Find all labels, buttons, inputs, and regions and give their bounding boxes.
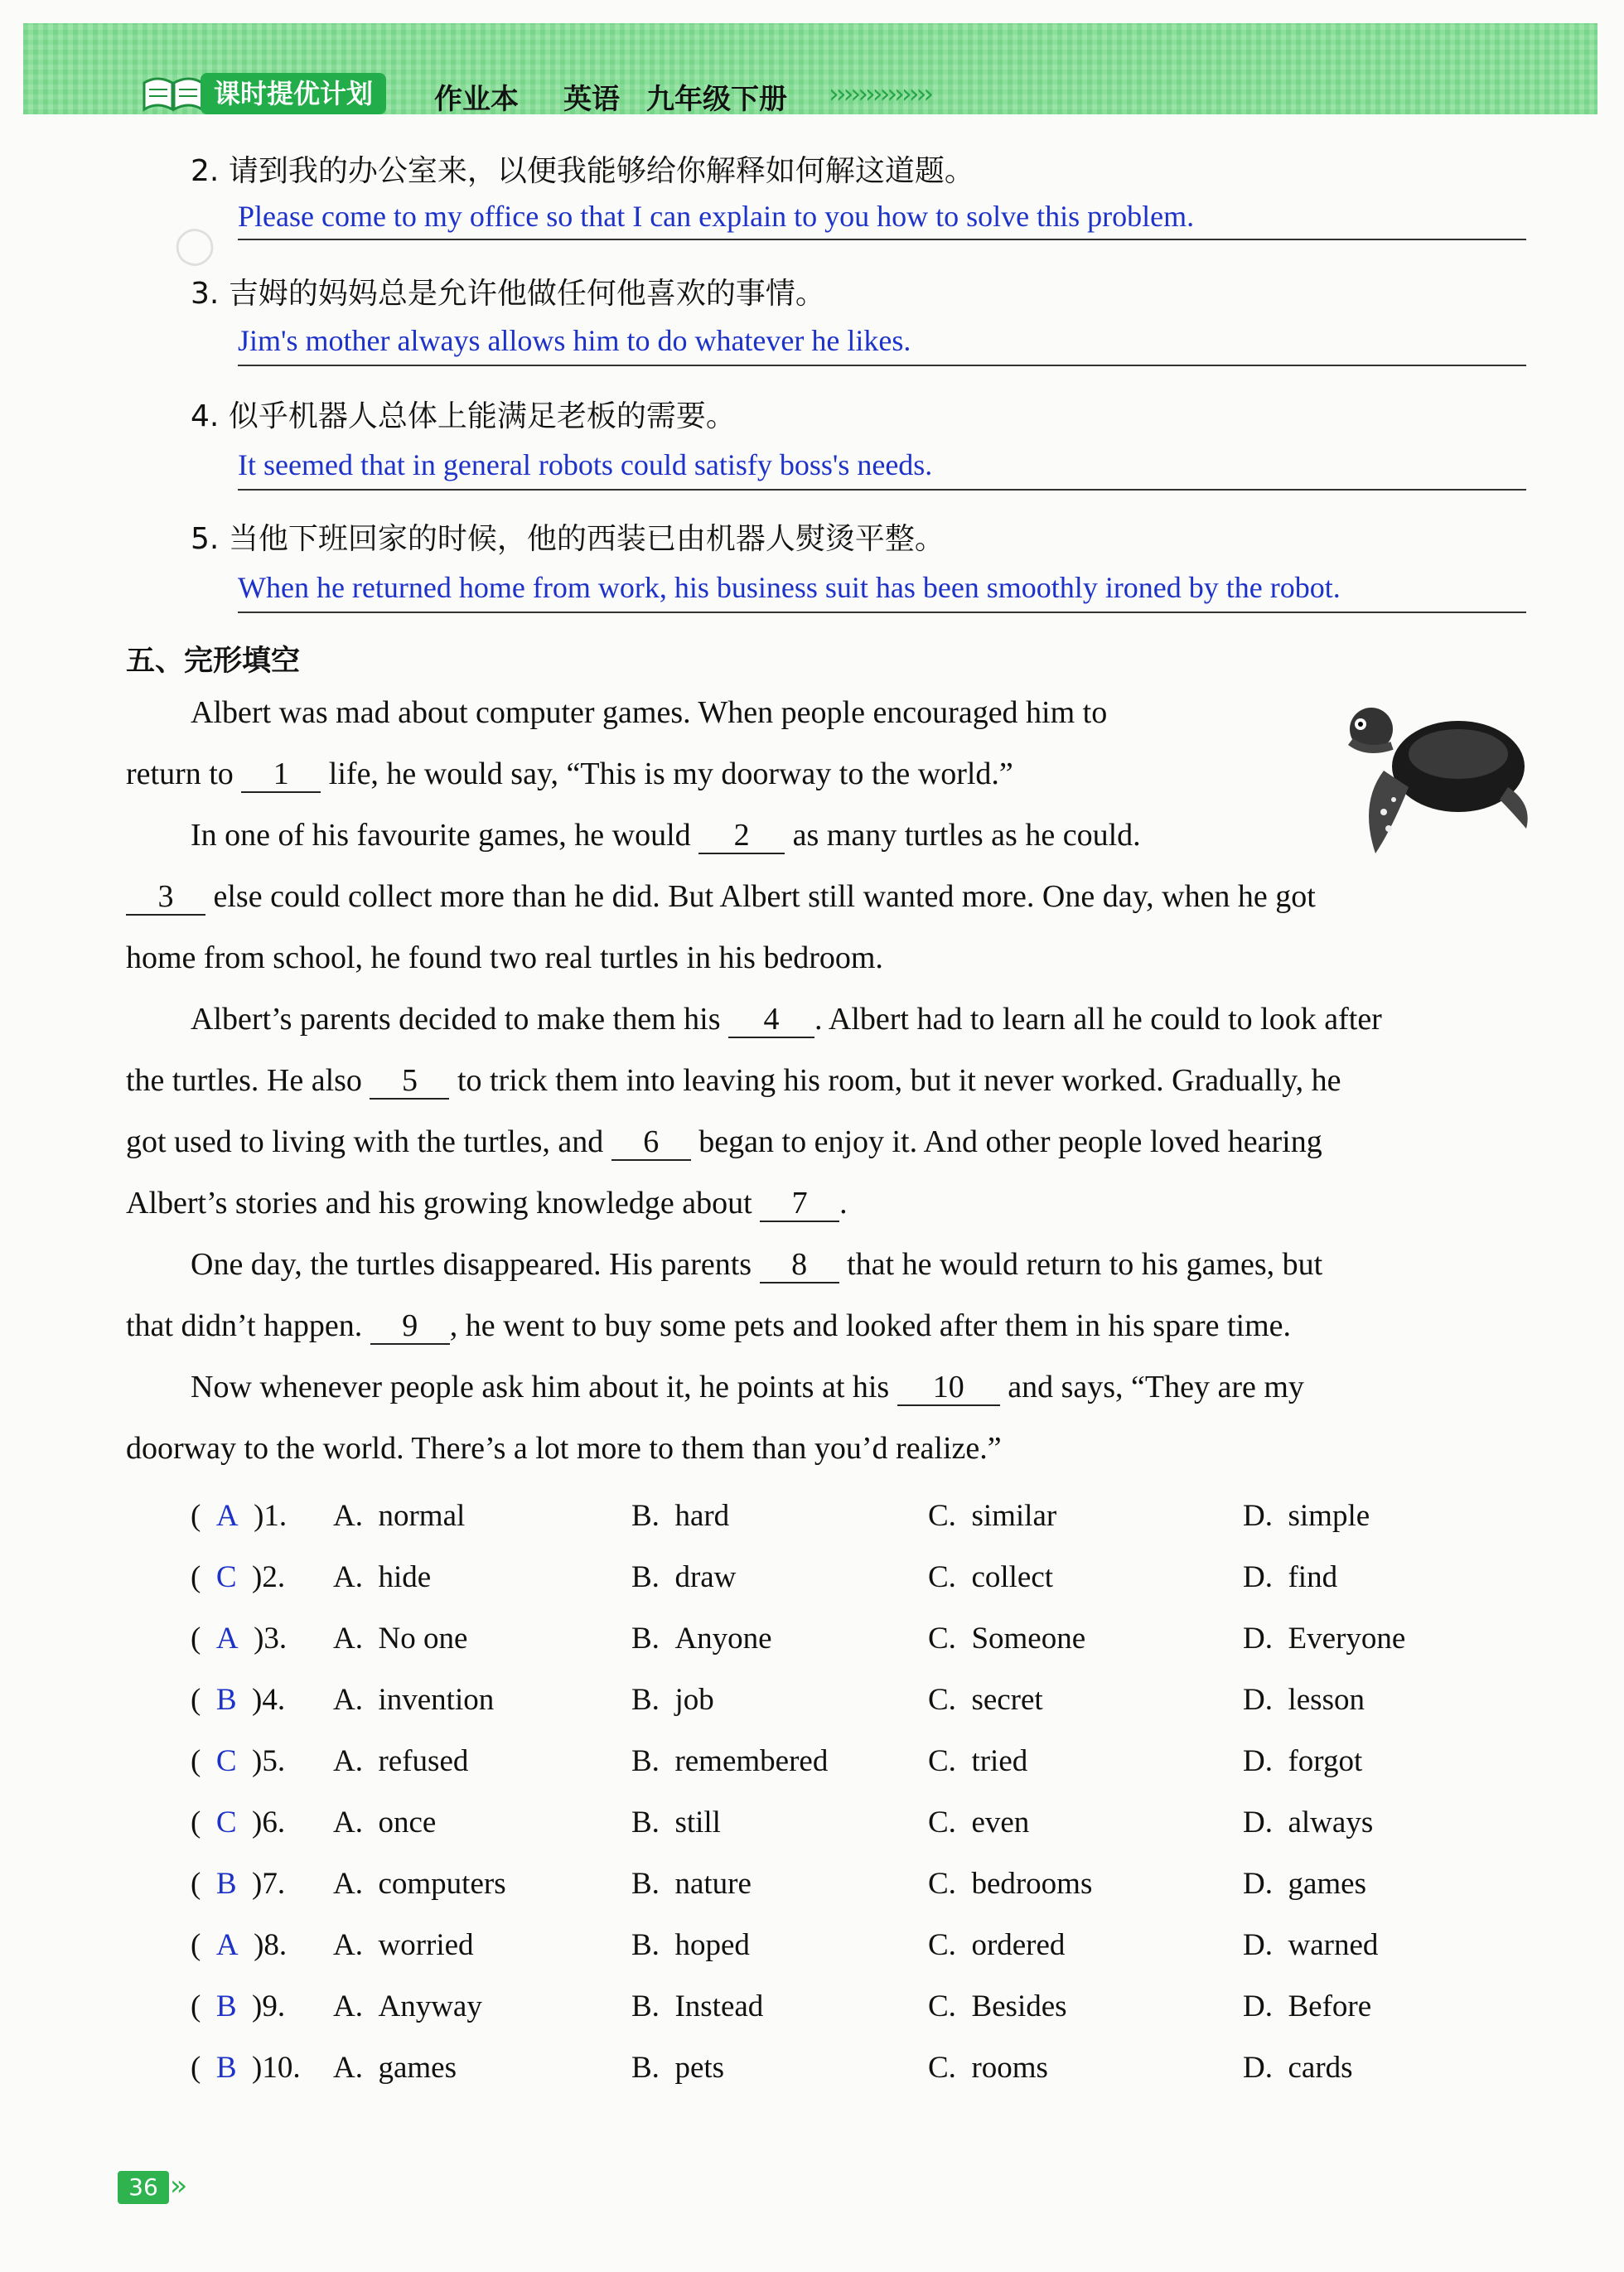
passage-line: home from school, he found two real turtles in his bedroom.: [126, 940, 883, 975]
answer-bracket: ( C )2.: [191, 1560, 286, 1594]
answer-letter: B: [215, 1867, 237, 1901]
option-b: B. still: [631, 1806, 721, 1839]
question-number: )4.: [252, 1683, 286, 1717]
item-number: 4.: [191, 399, 220, 433]
item-number: 5.: [191, 522, 220, 556]
option-b: B. hoped: [631, 1928, 750, 1962]
blank-10: 10: [897, 1371, 1000, 1406]
question-number: )10.: [252, 2051, 301, 2085]
blank-4: 4: [728, 1003, 814, 1038]
answer-bracket: ( C )6.: [191, 1806, 286, 1839]
option-a: A. worried: [333, 1928, 474, 1962]
option-a: A. No one: [333, 1622, 468, 1656]
answer-letter: A: [215, 1928, 239, 1962]
option-c: C. even: [928, 1806, 1030, 1839]
answer-letter: A: [215, 1499, 239, 1533]
passage-line: Now whenever people ask him about it, he points at his 10 and says, “They are my: [191, 1370, 1304, 1404]
answer-bracket: ( B )10.: [191, 2051, 301, 2085]
series-badge: [201, 73, 386, 114]
blank-1: 1: [241, 758, 321, 793]
header-chevron-icons: ››››››››››››››: [829, 78, 931, 109]
answer-bracket: ( C )5.: [191, 1744, 286, 1778]
option-b: B. Anyone: [631, 1622, 772, 1656]
option-d: D. cards: [1243, 2051, 1353, 2085]
translation-item-2-zh: [191, 147, 974, 190]
option-b: B. nature: [631, 1867, 752, 1901]
question-number: )9.: [252, 1989, 286, 2023]
chinese-sentence: 吉姆的妈妈总是允许他做任何他喜欢的事情。: [228, 277, 825, 311]
item-number: 2.: [191, 154, 220, 188]
option-a: A. normal: [333, 1499, 466, 1533]
question-number: )7.: [252, 1867, 286, 1901]
answer-letter: B: [215, 1683, 237, 1717]
page-chevron-icon: ››: [170, 2169, 183, 2202]
answer-letter: C: [215, 1806, 237, 1839]
passage-line: return to 1 life, he would say, “This is my doorway to the world.”: [126, 757, 1013, 791]
option-c: C. ordered: [928, 1928, 1066, 1962]
option-c: C. Besides: [928, 1989, 1067, 2023]
option-b: B. hard: [631, 1499, 730, 1533]
answer-line: [238, 239, 1526, 240]
answer-letter: C: [215, 1560, 237, 1594]
translation-item-4-zh: [191, 393, 736, 435]
passage-line: Albert was mad about computer games. When people encouraged him to: [191, 695, 1108, 730]
translation-item-5-zh: [191, 515, 945, 558]
question-number: )5.: [252, 1744, 286, 1778]
grade-label: 九年级下册: [646, 83, 787, 116]
blank-7: 7: [760, 1187, 839, 1222]
option-a: A. invention: [333, 1683, 495, 1717]
blank-9: 9: [370, 1310, 450, 1345]
option-a: A. games: [333, 2051, 457, 2085]
translation-answer-3: Jim's mother always allows him to do whatever he likes.: [238, 324, 911, 357]
passage-line: One day, the turtles disappeared. His parents 8 that he would return to his games, but: [191, 1247, 1323, 1282]
question-number: )6.: [252, 1806, 286, 1839]
question-number: )1.: [254, 1499, 288, 1533]
option-d: D. Everyone: [1243, 1622, 1406, 1656]
passage-line: In one of his favourite games, he would 2 as many turtles as he could.: [191, 818, 1141, 853]
option-b: B. job: [631, 1683, 714, 1717]
question-number: )8.: [254, 1928, 288, 1962]
option-d: D. forgot: [1243, 1744, 1363, 1778]
answer-bracket: ( B )9.: [191, 1989, 286, 2023]
chinese-sentence: 当他下班回家的时候，他的西装已由机器人熨烫平整。: [228, 522, 945, 556]
passage-line: Albert’s parents decided to make them his 4 . Albert had to learn all he could to look after: [191, 1002, 1382, 1037]
blank-8: 8: [760, 1249, 839, 1283]
blank-2: 2: [698, 819, 785, 854]
turtle-illustration: [1334, 696, 1533, 862]
option-a: A. hide: [333, 1560, 432, 1594]
option-d: D. lesson: [1243, 1683, 1365, 1717]
option-c: C. similar: [928, 1499, 1057, 1533]
option-b: B. Instead: [631, 1989, 764, 2023]
option-a: A. refused: [333, 1744, 469, 1778]
option-a: A. once: [333, 1806, 437, 1839]
passage-line: got used to living with the turtles, and 6 began to enjoy it. And other people loved hearing: [126, 1124, 1322, 1159]
option-c: C. rooms: [928, 2051, 1048, 2085]
chinese-sentence: 请到我的办公室来，以便我能够给你解释如何解这道题。: [228, 154, 974, 188]
option-d: D. Before: [1243, 1989, 1372, 2023]
blank-3: 3: [126, 881, 205, 916]
answer-line: [238, 365, 1526, 366]
answer-bracket: ( A )8.: [191, 1928, 288, 1962]
option-c: C. collect: [928, 1560, 1054, 1594]
option-c: C. Someone: [928, 1622, 1086, 1656]
answer-letter: B: [215, 1989, 237, 2023]
answer-line: [238, 612, 1526, 613]
translation-answer-4: It seemed that in general robots could satisfy boss's needs.: [238, 448, 933, 481]
passage-line: doorway to the world. There’s a lot more to them than you’d realize.”: [126, 1431, 1002, 1466]
answer-letter: B: [215, 2051, 237, 2085]
section-title-cloze: 五、完形填空: [126, 645, 301, 678]
book-label: 作业本: [434, 83, 519, 116]
option-d: D. always: [1243, 1806, 1374, 1839]
item-number: 3.: [191, 277, 220, 311]
option-d: D. games: [1243, 1867, 1367, 1901]
answer-line: [238, 489, 1526, 491]
answer-letter: C: [215, 1744, 237, 1778]
option-d: D. find: [1243, 1560, 1338, 1594]
translation-item-3-zh: [191, 270, 825, 312]
answer-letter: A: [215, 1622, 239, 1656]
passage-line: 3 else could collect more than he did. But Albert still wanted more. One day, when he got: [126, 878, 1316, 916]
option-d: D. warned: [1243, 1928, 1379, 1962]
blank-5: 5: [370, 1065, 449, 1100]
passage-line: that didn’t happen. 9 , he went to buy some pets and looked after them in his spare time.: [126, 1308, 1291, 1343]
series-title: 课时提优计划: [214, 78, 374, 109]
page-number: 36: [118, 2171, 169, 2204]
translation-answer-2: Please come to my office so that I can explain to you how to solve this problem.: [238, 200, 1195, 233]
option-b: B. draw: [631, 1560, 737, 1594]
option-d: D. simple: [1243, 1499, 1370, 1533]
option-a: A. Anyway: [333, 1989, 482, 2023]
blank-6: 6: [611, 1126, 691, 1161]
answer-bracket: ( B )4.: [191, 1683, 286, 1717]
translation-answer-5: When he returned home from work, his business suit has been smoothly ironed by the robot.: [238, 571, 1341, 604]
answer-bracket: ( A )1.: [191, 1499, 288, 1533]
question-number: )2.: [252, 1560, 286, 1594]
subject-label: 英语: [563, 83, 620, 116]
answer-bracket: ( B )7.: [191, 1867, 286, 1901]
chinese-sentence: 似乎机器人总体上能满足老板的需要。: [228, 399, 736, 433]
option-a: A. computers: [333, 1867, 506, 1901]
open-book-icon: [141, 76, 205, 114]
passage-line: Albert’s stories and his growing knowledge about 7 .: [126, 1186, 848, 1221]
option-b: B. pets: [631, 2051, 725, 2085]
question-number: )3.: [254, 1622, 288, 1656]
option-c: C. tried: [928, 1744, 1028, 1778]
option-c: C. secret: [928, 1683, 1043, 1717]
option-b: B. remembered: [631, 1744, 829, 1778]
answer-bracket: ( A )3.: [191, 1622, 288, 1656]
watermark-logo: ◯: [171, 220, 218, 269]
passage-line: the turtles. He also 5 to trick them into leaving his room, but it never worked. Gradually, he: [126, 1063, 1341, 1098]
option-c: C. bedrooms: [928, 1867, 1093, 1901]
